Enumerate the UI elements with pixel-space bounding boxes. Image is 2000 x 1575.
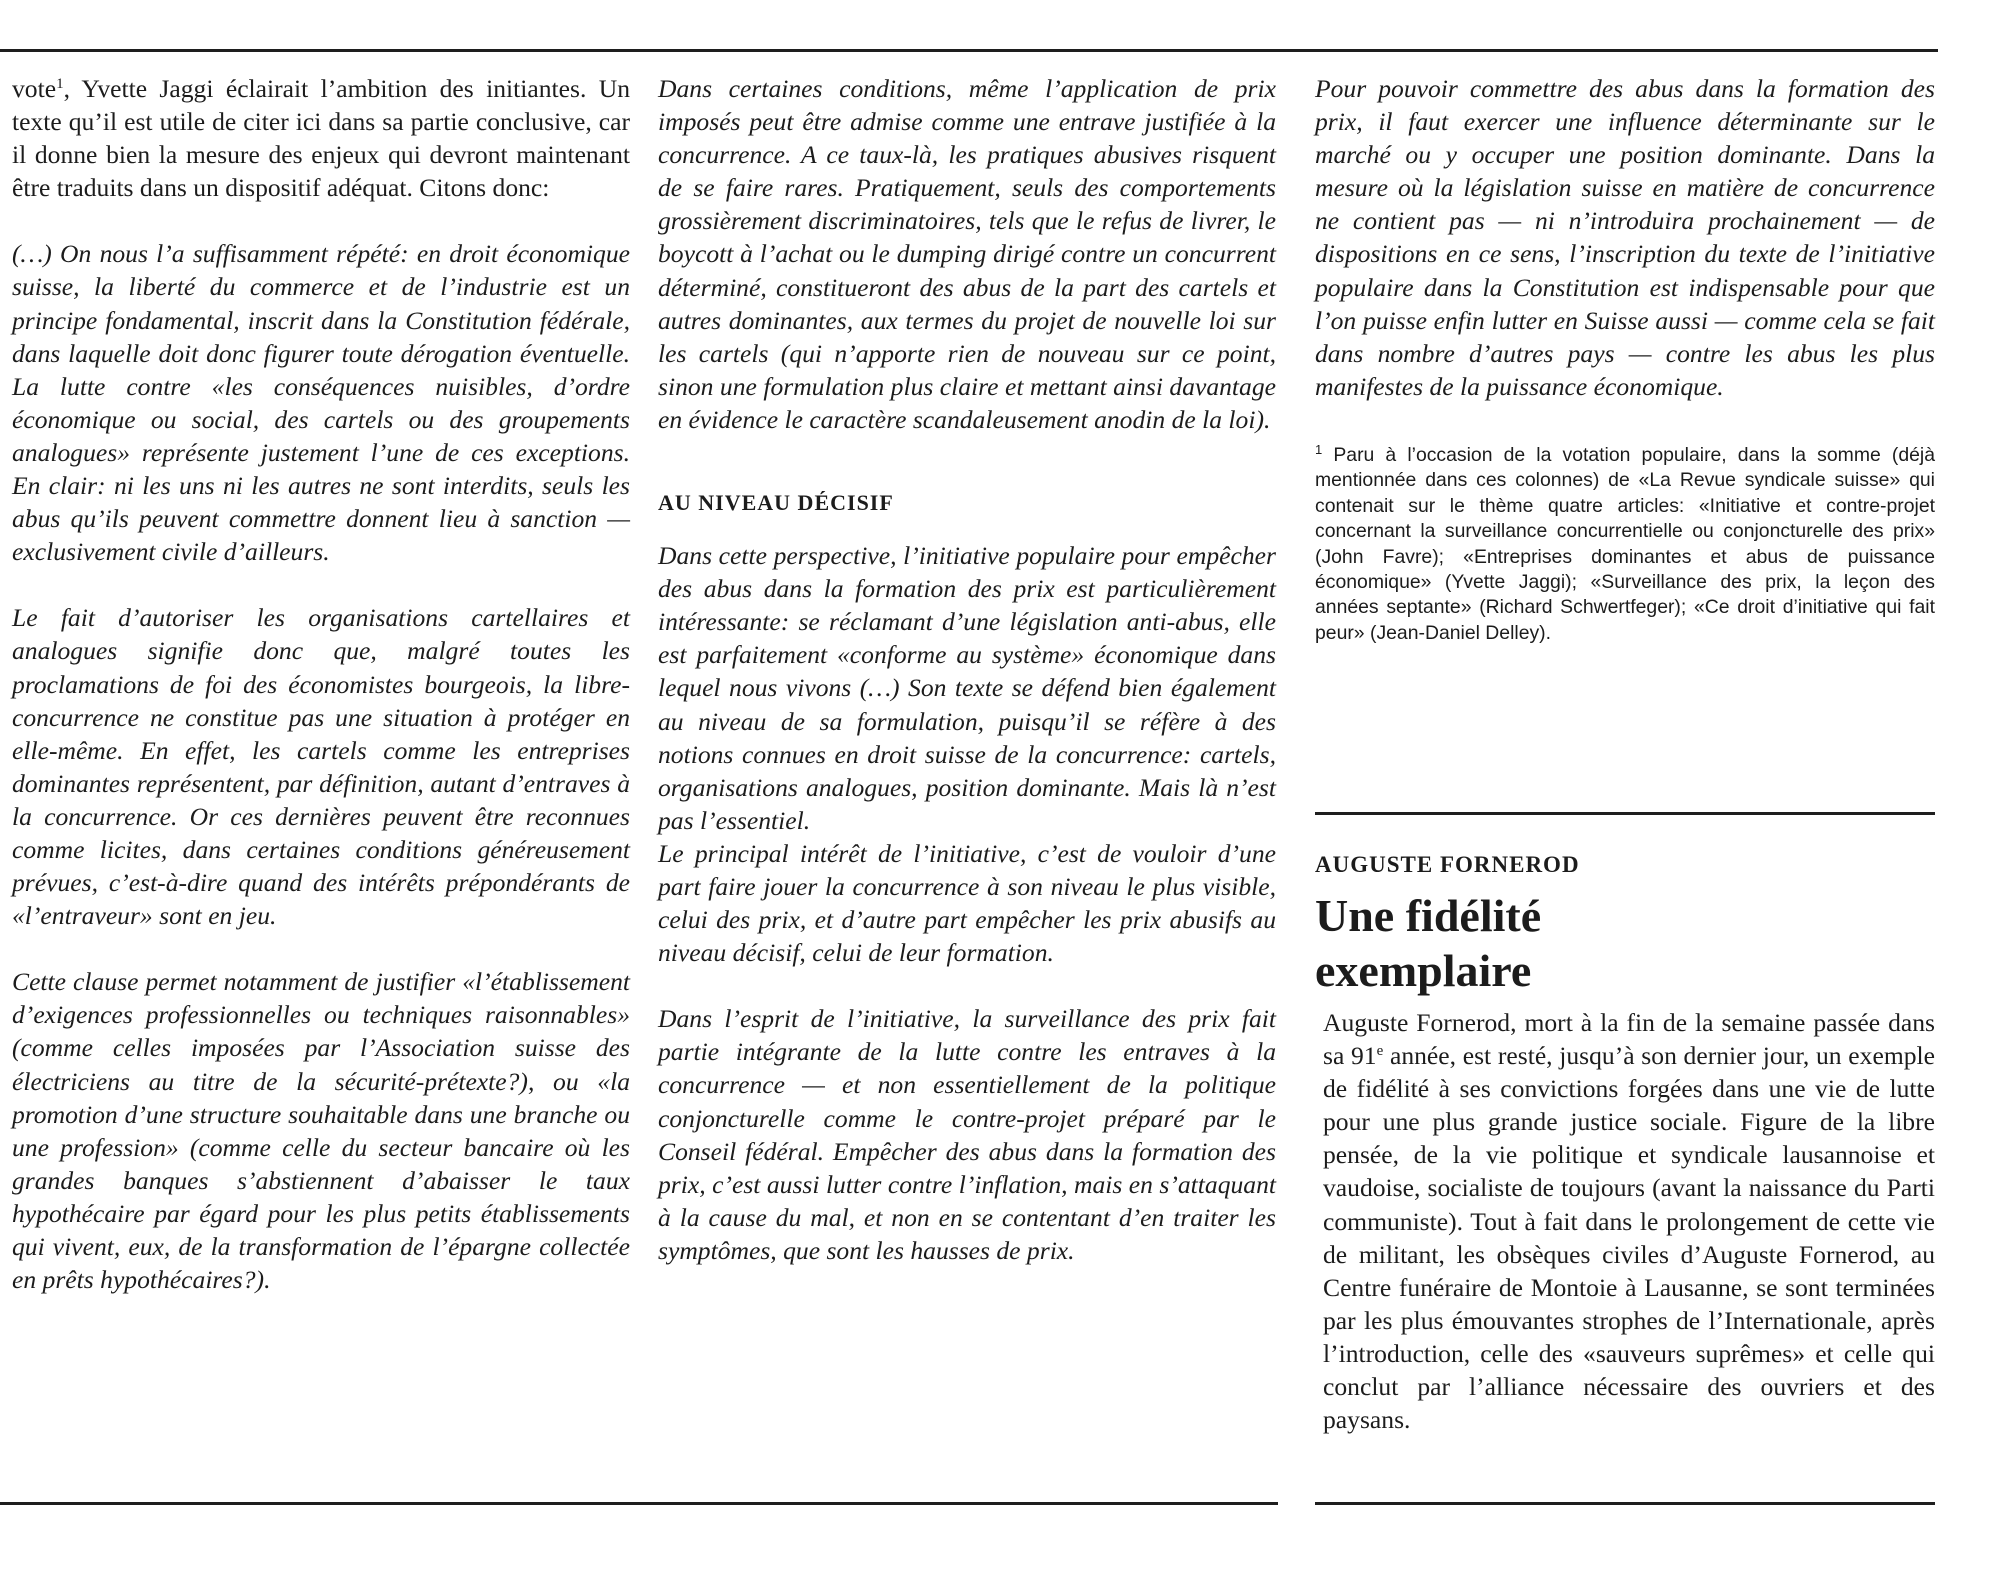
bottom-rule-right (1315, 1502, 1935, 1505)
quote-paragraph: Le principal intérêt de l’initiative, c’est de vouloir d’une part faire jouer la concurrence à son niveau le plus visible, celui des prix, et d’autre part empêcher les prix abusifs au niveau décisif, celui de leur formation. (658, 838, 1276, 968)
section-subheading: AU NIVEAU DÉCISIF (658, 490, 894, 516)
quote-paragraph: Dans cette perspective, l’initiative populaire pour empêcher des abus dans la formation des prix est particulièrement intéressante: se réclamant d’une législation anti-abus, elle est parfaitement «conforme au système» économique dans lequel nous vivons (…) Son texte se défend bien également au niveau de sa formulation, puisqu’il se réfère à des notions connues en droit suisse de la concurrence: cartels, organisations analogues, position dominante. Mais là n’est pas l’essentiel. (658, 541, 1276, 835)
quote-paragraph: Pour pouvoir commettre des abus dans la formation des prix, il faut exercer une influence déterminante sur le marché ou y occuper une position dominante. Dans la mesure où la législation suisse en matière de concurrence ne contient pas — ni n’introduira prochainement — de dispositions en ce sens, l’inscription du texte de l’initiative populaire dans la Constitution est indispensable pour que l’on puisse enfin lutter en Suisse aussi — comme cela se fait dans nombre d’autres pays — contre les abus les plus manifestes de la puissance économique. (1315, 74, 1935, 401)
quote-paragraph: Cette clause permet notamment de justifier «l’établissement d’exigences professionnelles ou techniques raisonnables» (comme celles imposées par l’Association suisse des électriciens au titre de la sécurité-prétexte?), ou «la promotion d’une structure souhaitable dans une branche ou une profession» (comme celle du secteur bancaire où les grandes banques s’abstiennent d’abaisser le taux hypothécaire par égard pour les plus petits établissements qui vivent, eux, de la transformation de l’épargne collectée en prêts hypothécaires?). (12, 967, 630, 1295)
footnote-mark: 1 (1315, 441, 1323, 457)
top-rule (0, 49, 1938, 52)
obituary-article (1315, 848, 1935, 1436)
article-kicker: AUGUSTE FORNEROD (1315, 852, 1580, 877)
footnote: $^1$ Paru à l’occasion de la votation populaire, dans la somme (déjà mentionnée dans ces colonnes) de «La Revue syndicale suisse» qui contenait sur le thème quatre articles: «Initiative et contre-projet concernant la surveillance concurrentielle ou conjoncturelle des prix» (John Favre); «Entreprises dominantes et abus de puissance économique» (Yvette Jaggi); «Surveillance des prix, la leçon des années septante» (Richard Schwertfeger); «Ce droit d’initiative qui fait peur» (Jean-Daniel Delley). (1315, 441, 1935, 644)
footnote-divider (1315, 812, 1935, 815)
column-1 (12, 72, 630, 1296)
footnote-reference: 1 (56, 76, 64, 92)
paragraph-intro: vote$^1$, Yvette Jaggi éclairait l’ambition des initiantes. Un texte qu’il est utile de citer ici dans sa partie conclusive, car il donne bien la mesure des enjeux qui devront maintenant être traduits dans un dispositif adéquat. Citons donc: (12, 74, 630, 203)
article-body: Auguste Fornerod, mort à la fin de la semaine passée dans sa 91e année, est resté, jusqu’à son dernier jour, un exemple de fidélité à ses convictions forgées dans une vie de lutte pour une plus grande justice sociale. Figure de la libre pensée, de la vie politique et syndicale lausannoise et vaudoise, socialiste de toujours (avant la naissance du Parti communiste). Tout à fait dans le prolongement de cette vie de militant, les obsèques civiles d’Auguste Fornerod, au Centre funéraire de Montoie à Lausanne, se sont terminées par les plus émouvantes strophes de l’Internationale, après l’introduction, celle des «sauveurs suprêmes» et celle qui conclut par l’alliance nécessaire des ouvriers et des paysans. (1323, 1008, 1935, 1435)
quote-paragraph: Dans certaines conditions, même l’application de prix imposés peut être admise comme une entrave justifiée à la concurrence. A ce taux-là, les pratiques abusives risquent de se faire rares. Pratiquement, seuls des comportements grossièrement discriminatoires, tels que le refus de livrer, le boycott à l’achat ou le dumping dirigé contre un concurrent déterminé, constitueront des abus de la part des cartels et autres dominantes, aux termes du projet de nouvelle loi sur les cartels (qui n’apporte rien de nouveau sur ce point, sinon une formulation plus claire et mettant ainsi davantage en évidence le caractère scandaleusement anodin de la loi). (658, 74, 1276, 434)
column-3 (1315, 72, 1935, 646)
bottom-rule-left (0, 1502, 1278, 1505)
column-2 (658, 72, 1276, 1267)
quote-paragraph: Le fait d’autoriser les organisations cartellaires et analogues signifie donc que, malgré toutes les proclamations de foi des économistes bourgeois, la libre-concurrence ne constitue pas une situation à protéger en elle-même. En effet, les cartels comme les entreprises dominantes représentent, par définition, autant d’entraves à la concurrence. Or ces dernières peuvent être reconnues comme licites, dans certaines conditions généreusement prévues, c’est-à-dire quand des intérêts prépondérants de «l’entraveur» sont en jeu. (12, 603, 630, 931)
article-headline: Une fidélité exemplaire (1315, 890, 1542, 996)
quote-paragraph: (…) On nous l’a suffisamment répété: en droit économique suisse, la liberté du commerce et de l’industrie est un principe fondamental, inscrit dans la Constitution fédérale, dans laquelle doit donc figurer toute dérogation éventuelle. La lutte contre «les conséquences nuisibles, d’ordre économique ou social, des cartels ou des groupements analogues» représente justement l’une de ces exceptions. En clair: ni les uns ni les autres ne sont interdits, seuls les abus qu’ils peuvent commettre donnent lieu à sanction — exclusivement civile d’ailleurs. (12, 239, 630, 567)
quote-paragraph: Dans l’esprit de l’initiative, la surveillance des prix fait partie intégrante de la lutte contre les entraves à la concurrence — et non essentiellement de la politique conjoncturelle comme le contre-projet préparé par le Conseil fédéral. Empêcher des abus dans la formation des prix, c’est aussi lutter contre l’inflation, mais en s’attaquant à la cause du mal, et non en se contentant d’en traiter les symptômes, que sont les hausses de prix. (658, 1004, 1276, 1265)
